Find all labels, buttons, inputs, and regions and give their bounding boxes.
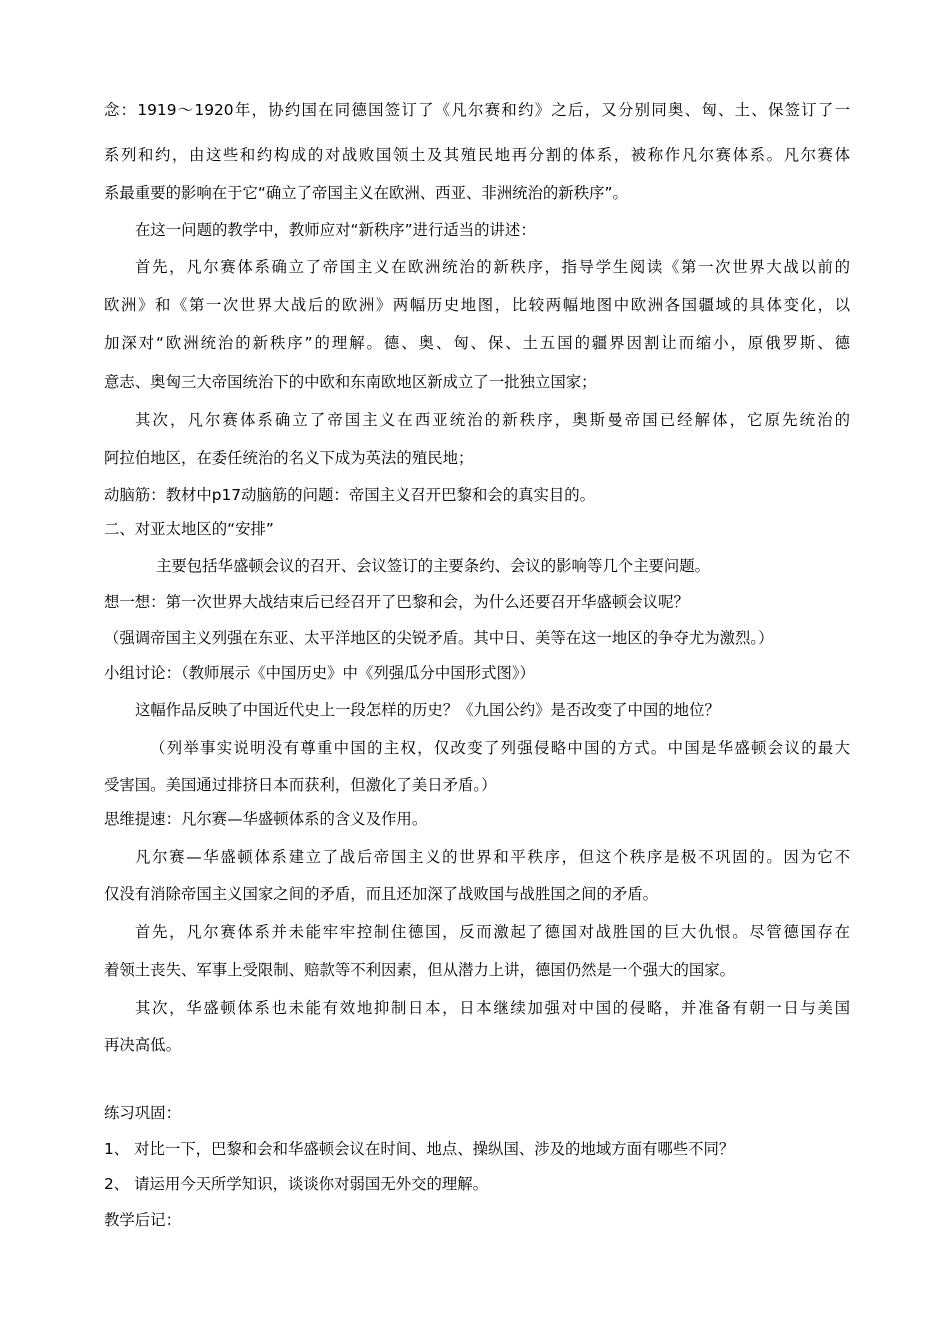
paragraph-line: 思维提速：凡尔赛—华盛顿体系的含义及作用。	[104, 810, 428, 828]
paragraph-line: 小组讨论：（教师展示《中国历史》中《列强瓜分中国形式图》）	[104, 664, 535, 682]
list-item: 1、 对比一下，巴黎和会和华盛顿会议在时间、地点、操纵国、涉及的地域方面有哪些不同？	[104, 1140, 735, 1158]
section-heading: 教学后记：	[104, 1211, 181, 1229]
paragraph-line: 念：1919～1920年，协约国在同德国签订了《凡尔赛和约》之后，又分别同奥、匈、土、保签订了一	[104, 101, 850, 119]
paragraph-line: 首先，凡尔赛体系确立了帝国主义在欧洲统治的新秩序，指导学生阅读《第一次世界大战以前的	[135, 258, 850, 276]
paragraph-line: 阿拉伯地区，在委任统治的名义下成为英法的殖民地；	[104, 449, 474, 467]
paragraph-line: 加深对“欧洲统治的新秩序”的理解。德、奥、匈、保、土五国的疆界因割让而缩小，原俄罗斯、德	[104, 334, 850, 352]
paragraph-line: 动脑筋：教材中p17动脑筋的问题：帝国主义召开巴黎和会的真实目的。	[104, 486, 596, 504]
paragraph-line: 首先，凡尔赛体系并未能牢牢控制住德国，反而激起了德国对战胜国的巨大仇恨。尽管德国存在	[135, 923, 850, 941]
paragraph-line: 想一想：第一次世界大战结束后已经召开了巴黎和会，为什么还要召开华盛顿会议呢？	[104, 593, 689, 611]
paragraph-line: 凡尔赛—华盛顿体系建立了战后帝国主义的世界和平秩序，但这个秩序是极不巩固的。因为它不	[135, 848, 850, 866]
paragraph-line: （强调帝国主义列强在东亚、太平洋地区的尖锐矛盾。其中日、美等在这一地区的争夺尤为激烈。）	[104, 629, 774, 647]
section-heading: 练习巩固：	[104, 1104, 181, 1122]
paragraph-line: 主要包括华盛顿会议的召开、会议签订的主要条约、会议的影响等几个主要问题。	[156, 557, 711, 575]
paragraph-line: 欧洲》和《第一次世界大战后的欧洲》两幅历史地图，比较两幅地图中欧洲各国疆域的具体变化，以	[104, 296, 850, 314]
paragraph-line: 其次，凡尔赛体系确立了帝国主义在西亚统治的新秩序，奥斯曼帝国已经解体，它原先统治的	[135, 411, 850, 429]
paragraph-line: 系最重要的影响在于它“确立了帝国主义在欧洲、西亚、非洲统治的新秩序”。	[104, 184, 628, 202]
paragraph-line: 受害国。美国通过排挤日本而获利，但激化了美日矛盾。）	[104, 776, 497, 794]
paragraph-line: （列举事实说明没有尊重中国的主权，仅改变了列强侵略中国的方式。中国是华盛顿会议的最大	[150, 739, 850, 757]
section-heading: 二、对亚太地区的“安排”	[104, 520, 274, 538]
paragraph-line: 意志、奥匈三大帝国统治下的中欧和东南欧地区新成立了一批独立国家；	[104, 373, 597, 391]
paragraph-line: 着领土丧失、军事上受限制、赔款等不利因素，但从潜力上讲，德国仍然是一个强大的国家。	[104, 961, 736, 979]
paragraph-line: 其次，华盛顿体系也未能有效地抑制日本，日本继续加强对中国的侵略，并准备有朝一日与美国	[135, 999, 850, 1017]
paragraph-line: 在这一问题的教学中，教师应对“新秩序”进行适当的讲述：	[135, 221, 536, 239]
paragraph-line: 这幅作品反映了中国近代史上一段怎样的历史？《九国公约》是否改变了中国的地位？	[135, 701, 720, 719]
paragraph-line: 仅没有消除帝国主义国家之间的矛盾，而且还加深了战败国与战胜国之间的矛盾。	[104, 885, 659, 903]
list-item: 2、 请运用今天所学知识，谈谈你对弱国无外交的理解。	[104, 1175, 489, 1193]
paragraph-line: 系列和约，由这些和约构成的对战败国领土及其殖民地再分割的体系，被称作凡尔赛体系。凡尔赛体	[104, 146, 850, 164]
paragraph-line: 再决高低。	[104, 1036, 181, 1054]
